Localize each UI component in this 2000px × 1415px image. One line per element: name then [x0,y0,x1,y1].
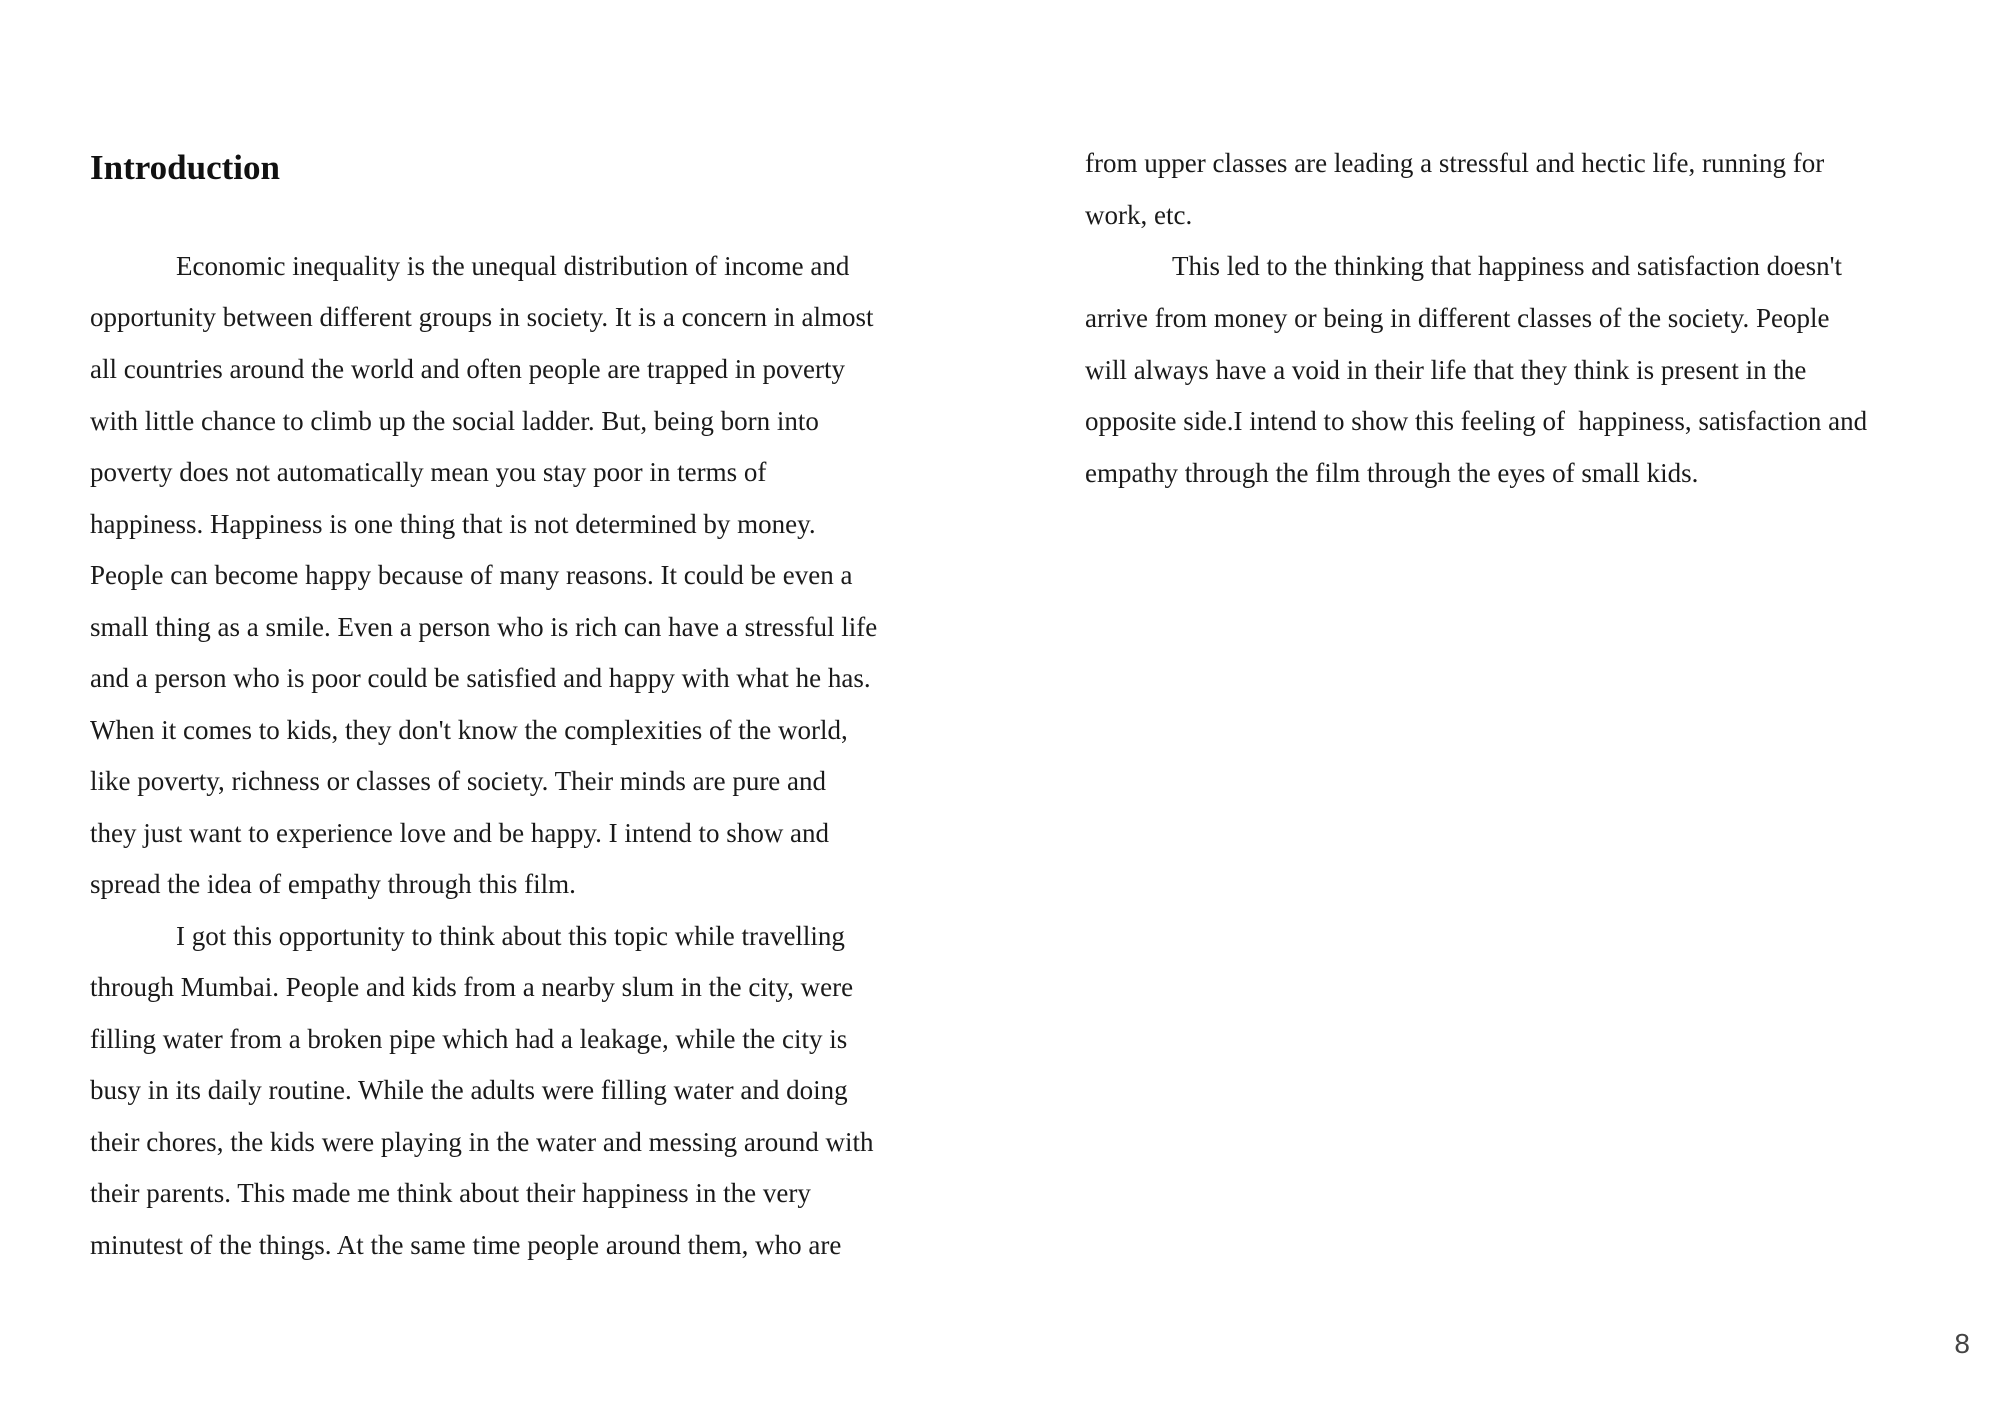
text-line: work, etc. [1085,200,1193,230]
text-line: their parents. This made me think about their happiness in the very [90,1178,811,1208]
text-line: happiness. Happiness is one thing that is not determined by money. [90,509,816,539]
text-line: from upper classes are leading a stressful and hectic life, running for [1085,148,1825,178]
text-line: spread the idea of empathy through this film. [90,869,576,899]
text-line: opportunity between different groups in society. It is a concern in almost [90,302,874,332]
text-line: busy in its daily routine. While the adults were filling water and doing [90,1075,848,1105]
text-line: When it comes to kids, they don't know the complexities of the world, [90,715,848,745]
text-line: poverty does not automatically mean you stay poor in terms of [90,457,767,487]
text-line: through Mumbai. People and kids from a nearby slum in the city, were [90,972,854,1002]
section-heading: Introduction [90,148,280,187]
paragraph-3-first-line: This led to the thinking that happiness and satisfaction doesn't [1172,251,1843,281]
paragraph-1-first-line: Economic inequality is the unequal distribution of income and [176,251,850,281]
text-line: they just want to experience love and be happy. I intend to show and [90,818,830,848]
text-line: opposite side.I intend to show this feeling of happiness, satisfaction and [1085,406,1868,436]
text-line: will always have a void in their life that they think is present in the [1085,355,1807,385]
text-line: all countries around the world and often people are trapped in poverty [90,354,845,384]
paragraph-2-first-line: I got this opportunity to think about this topic while travelling [176,921,845,951]
text-line: with little chance to climb up the social ladder. But, being born into [90,406,819,436]
text-line: filling water from a broken pipe which had a leakage, while the city is [90,1024,848,1054]
text-line: like poverty, richness or classes of society. Their minds are pure and [90,766,827,796]
text-line: empathy through the film through the eyes of small kids. [1085,458,1699,488]
text-line: minutest of the things. At the same time people around them, who are [90,1230,842,1260]
text-line: arrive from money or being in different classes of the society. People [1085,303,1830,333]
page-number: 8 [1954,1328,1970,1359]
text-line: and a person who is poor could be satisfied and happy with what he has. [90,663,871,693]
text-line: People can become happy because of many reasons. It could be even a [90,560,853,590]
text-line: their chores, the kids were playing in the water and messing around with [90,1127,874,1157]
text-line: small thing as a smile. Even a person who is rich can have a stressful life [90,612,878,642]
